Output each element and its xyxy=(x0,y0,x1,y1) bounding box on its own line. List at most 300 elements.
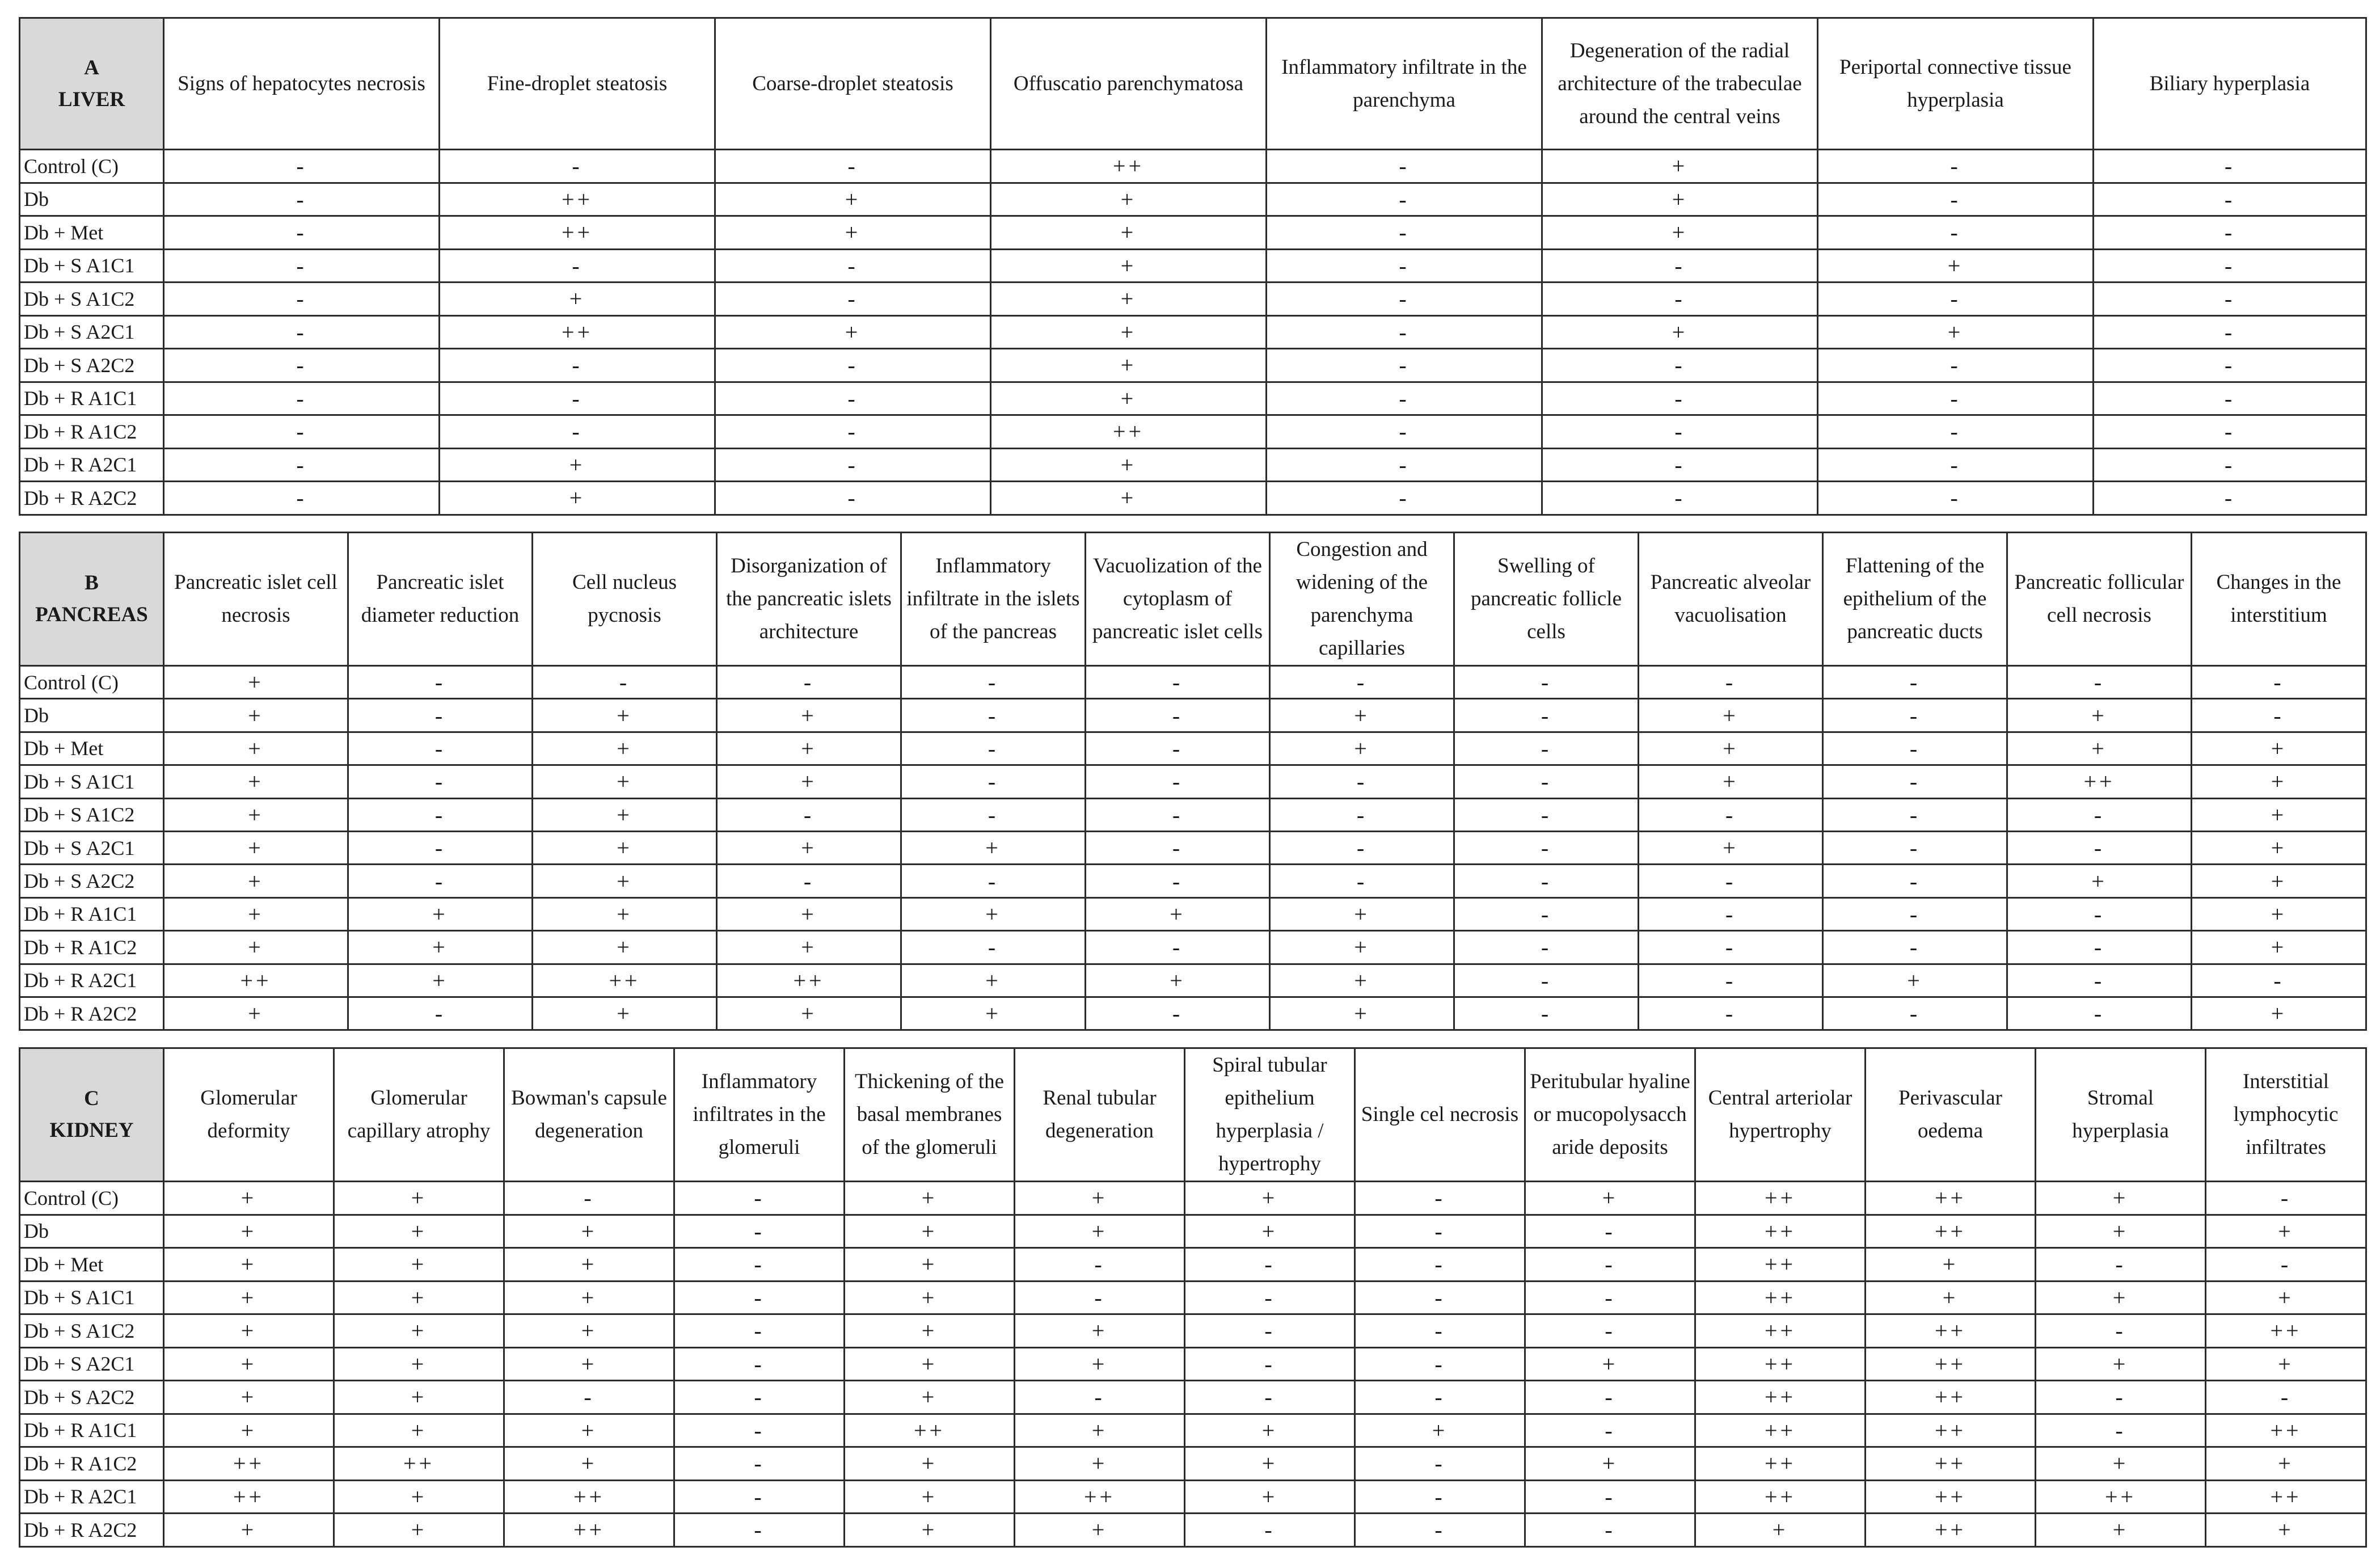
row-label: Db + S A1C1 xyxy=(20,249,164,283)
score-cell: - xyxy=(1270,765,1454,798)
score-cell: - xyxy=(901,798,1086,831)
score-cell: ++ xyxy=(1866,1514,2036,1547)
score-cell: - xyxy=(1086,765,1270,798)
score-cell: + xyxy=(1818,249,2094,283)
column-header: Changes in the interstitium xyxy=(2192,533,2366,666)
score-cell: - xyxy=(1454,732,1639,765)
score-cell: - xyxy=(2094,183,2366,216)
score-cell: ++ xyxy=(1695,1215,1866,1248)
score-cell: + xyxy=(334,1182,504,1215)
score-cell: + xyxy=(845,1447,1015,1481)
score-cell: - xyxy=(2094,382,2366,415)
score-cell: + xyxy=(164,1514,334,1547)
score-cell: + xyxy=(1695,1514,1866,1547)
score-cell: + xyxy=(991,183,1267,216)
score-cell: + xyxy=(440,283,715,316)
score-cell: + xyxy=(1525,1347,1695,1381)
score-cell: - xyxy=(1818,150,2094,183)
score-cell: - xyxy=(1639,865,1823,897)
score-cell: + xyxy=(845,1182,1015,1215)
score-cell: - xyxy=(1525,1480,1695,1514)
score-cell: - xyxy=(1818,415,2094,449)
column-header: Coarse-droplet steatosis xyxy=(715,18,991,150)
column-header: Cell nucleus pycnosis xyxy=(533,533,717,666)
score-cell: + xyxy=(1639,765,1823,798)
score-cell: ++ xyxy=(164,964,348,997)
score-cell: + xyxy=(715,216,991,250)
score-cell: - xyxy=(715,249,991,283)
score-cell: - xyxy=(440,415,715,449)
score-cell: ++ xyxy=(1866,1480,2036,1514)
score-cell: + xyxy=(533,931,717,964)
score-cell: - xyxy=(2206,1248,2366,1282)
table-row xyxy=(20,931,2366,964)
score-cell: + xyxy=(334,1215,504,1248)
row-label: Db + S A2C1 xyxy=(20,831,164,864)
score-cell: + xyxy=(1542,216,1818,250)
score-cell: + xyxy=(348,897,533,930)
score-cell: - xyxy=(2094,249,2366,283)
score-cell: + xyxy=(440,448,715,482)
score-cell: - xyxy=(2007,798,2192,831)
table-row xyxy=(20,964,2366,997)
score-cell: ++ xyxy=(1695,1281,1866,1314)
row-label: Db + S A2C1 xyxy=(20,1347,164,1381)
score-cell: + xyxy=(164,897,348,930)
table-row xyxy=(20,1414,2366,1447)
score-cell: - xyxy=(2094,415,2366,449)
table-row xyxy=(20,865,2366,897)
score-cell: + xyxy=(717,897,901,930)
score-cell: + xyxy=(845,1480,1015,1514)
score-cell: - xyxy=(1267,349,1542,382)
kidney-table xyxy=(19,1047,2367,1548)
row-label: Db + R A2C2 xyxy=(20,997,164,1030)
score-cell: - xyxy=(164,183,440,216)
column-header: Inflammatory infiltrate in the parenchyma xyxy=(1267,18,1542,150)
score-cell: + xyxy=(1823,964,2007,997)
score-cell: - xyxy=(1639,997,1823,1030)
score-cell: - xyxy=(674,1281,845,1314)
score-cell: - xyxy=(2036,1314,2206,1348)
score-cell: + xyxy=(1542,183,1818,216)
column-header: Biliary hyperplasia xyxy=(2094,18,2366,150)
table-row xyxy=(20,732,2366,765)
score-cell: - xyxy=(1267,249,1542,283)
table-row xyxy=(20,1480,2366,1514)
score-cell: - xyxy=(1355,1281,1525,1314)
score-cell: - xyxy=(1355,1314,1525,1348)
row-label: Db + S A1C2 xyxy=(20,1314,164,1348)
score-cell: - xyxy=(674,1381,845,1414)
score-cell: + xyxy=(2206,1514,2366,1547)
score-cell: - xyxy=(1525,1314,1695,1348)
score-cell: + xyxy=(504,1248,674,1282)
score-cell: - xyxy=(164,382,440,415)
score-cell: + xyxy=(2036,1215,2206,1248)
score-cell: ++ xyxy=(1695,1447,1866,1481)
score-cell: + xyxy=(1542,315,1818,349)
row-label: Db + S A1C2 xyxy=(20,798,164,831)
score-cell: - xyxy=(1823,798,2007,831)
score-cell: + xyxy=(504,1215,674,1248)
score-cell: + xyxy=(334,1347,504,1381)
score-cell: + xyxy=(991,349,1267,382)
score-cell: + xyxy=(504,1447,674,1481)
score-cell: + xyxy=(717,831,901,864)
score-cell: - xyxy=(2007,931,2192,964)
column-header: Renal tubular degeneration xyxy=(1015,1048,1185,1182)
column-header: Pancreatic islet diameter reduction xyxy=(348,533,533,666)
score-cell: + xyxy=(164,1182,334,1215)
score-cell: - xyxy=(717,865,901,897)
score-cell: - xyxy=(1639,666,1823,699)
score-cell: + xyxy=(845,1314,1015,1348)
score-cell: + xyxy=(334,1514,504,1547)
score-cell: - xyxy=(717,798,901,831)
score-cell: - xyxy=(1525,1381,1695,1414)
score-cell: + xyxy=(845,1281,1015,1314)
score-cell: - xyxy=(2094,150,2366,183)
score-cell: - xyxy=(2007,831,2192,864)
score-cell: ++ xyxy=(1866,1215,2036,1248)
score-cell: + xyxy=(1818,315,2094,349)
score-cell: - xyxy=(1454,798,1639,831)
section-name: PANCREAS xyxy=(35,603,148,626)
score-cell: + xyxy=(164,798,348,831)
score-cell: + xyxy=(1639,732,1823,765)
score-cell: - xyxy=(1823,732,2007,765)
score-cell: + xyxy=(717,765,901,798)
row-label: Db + Met xyxy=(20,1248,164,1282)
column-header: Offuscatio parenchymatosa xyxy=(991,18,1267,150)
score-cell: - xyxy=(1086,666,1270,699)
score-cell: + xyxy=(533,798,717,831)
score-cell: ++ xyxy=(1695,1414,1866,1447)
score-cell: + xyxy=(2192,732,2366,765)
score-cell: - xyxy=(1355,1514,1525,1547)
score-cell: + xyxy=(164,931,348,964)
score-cell: + xyxy=(1086,964,1270,997)
score-cell: - xyxy=(1639,798,1823,831)
score-cell: ++ xyxy=(1866,1381,2036,1414)
score-cell: - xyxy=(1542,482,1818,515)
score-cell: ++ xyxy=(1866,1182,2036,1215)
score-cell: + xyxy=(1542,150,1818,183)
score-cell: + xyxy=(845,1514,1015,1547)
score-cell: - xyxy=(674,1215,845,1248)
score-cell: + xyxy=(1270,931,1454,964)
score-cell: - xyxy=(1267,150,1542,183)
score-cell: - xyxy=(164,283,440,316)
score-cell: + xyxy=(1015,1215,1185,1248)
column-header: Signs of hepatocytes necrosis xyxy=(164,18,440,150)
section-letter: B xyxy=(85,571,99,595)
table-row xyxy=(20,482,2366,515)
column-header: Glomerular deformity xyxy=(164,1048,334,1182)
score-cell: - xyxy=(1185,1281,1355,1314)
score-cell: ++ xyxy=(1015,1480,1185,1514)
table-row xyxy=(20,150,2366,183)
score-cell: + xyxy=(1015,1314,1185,1348)
score-cell: - xyxy=(674,1447,845,1481)
row-label: Db + R A2C1 xyxy=(20,1480,164,1514)
score-cell: + xyxy=(717,732,901,765)
score-cell: - xyxy=(2206,1381,2366,1414)
score-cell: - xyxy=(1086,831,1270,864)
table-row xyxy=(20,1314,2366,1348)
score-cell: + xyxy=(1086,897,1270,930)
score-cell: + xyxy=(504,1314,674,1348)
score-cell: + xyxy=(991,249,1267,283)
table-row xyxy=(20,1447,2366,1481)
table-row xyxy=(20,765,2366,798)
row-label: Db + R A1C2 xyxy=(20,415,164,449)
score-cell: - xyxy=(440,150,715,183)
score-cell: + xyxy=(164,1414,334,1447)
score-cell: - xyxy=(1267,448,1542,482)
row-label: Db + R A1C2 xyxy=(20,931,164,964)
score-cell: ++ xyxy=(440,216,715,250)
table-row xyxy=(20,1248,2366,1282)
score-cell: - xyxy=(1355,1215,1525,1248)
score-cell: ++ xyxy=(2206,1414,2366,1447)
score-cell: - xyxy=(1015,1381,1185,1414)
score-cell: ++ xyxy=(334,1447,504,1481)
column-header: Periportal connective tissue hyperplasia xyxy=(1818,18,2094,150)
score-cell: - xyxy=(1454,865,1639,897)
table-row xyxy=(20,1182,2366,1215)
score-cell: + xyxy=(334,1414,504,1447)
score-cell: - xyxy=(715,382,991,415)
score-cell: + xyxy=(2007,865,2192,897)
score-cell: - xyxy=(1185,1347,1355,1381)
score-cell: - xyxy=(440,249,715,283)
score-cell: - xyxy=(1267,382,1542,415)
score-cell: - xyxy=(1823,865,2007,897)
score-cell: + xyxy=(2036,1447,2206,1481)
row-label: Db + R A2C1 xyxy=(20,964,164,997)
table-row xyxy=(20,448,2366,482)
score-cell: + xyxy=(164,831,348,864)
column-header: Thickening of the basal membranes of the glomeruli xyxy=(845,1048,1015,1182)
score-cell: + xyxy=(504,1281,674,1314)
score-cell: ++ xyxy=(533,964,717,997)
score-cell: - xyxy=(1823,831,2007,864)
table-row xyxy=(20,699,2366,732)
score-cell: ++ xyxy=(504,1514,674,1547)
score-cell: - xyxy=(1267,283,1542,316)
score-cell: - xyxy=(164,415,440,449)
score-cell: - xyxy=(1454,831,1639,864)
score-cell: + xyxy=(334,1314,504,1348)
score-cell: + xyxy=(901,897,1086,930)
score-cell: - xyxy=(1355,1381,1525,1414)
score-cell: - xyxy=(715,448,991,482)
score-cell: + xyxy=(164,732,348,765)
kidney-section-label xyxy=(20,1048,164,1182)
score-cell: - xyxy=(2007,666,2192,699)
score-cell: ++ xyxy=(2206,1480,2366,1514)
score-cell: + xyxy=(504,1414,674,1447)
score-cell: + xyxy=(164,997,348,1030)
table-row xyxy=(20,831,2366,864)
score-cell: + xyxy=(164,1381,334,1414)
table-row xyxy=(20,1381,2366,1414)
table-row xyxy=(20,216,2366,250)
table-row xyxy=(20,798,2366,831)
score-cell: - xyxy=(348,765,533,798)
score-cell: + xyxy=(901,831,1086,864)
score-cell: - xyxy=(901,865,1086,897)
score-cell: ++ xyxy=(717,964,901,997)
score-cell: - xyxy=(2206,1182,2366,1215)
score-cell: ++ xyxy=(2007,765,2192,798)
score-cell: - xyxy=(1267,415,1542,449)
score-cell: - xyxy=(1267,482,1542,515)
score-cell: - xyxy=(1818,349,2094,382)
table-row xyxy=(20,897,2366,930)
score-cell: - xyxy=(533,666,717,699)
score-cell: - xyxy=(164,349,440,382)
column-header: Swelling of pancreatic follicle cells xyxy=(1454,533,1639,666)
score-cell: + xyxy=(1270,997,1454,1030)
score-cell: + xyxy=(1015,1514,1185,1547)
score-cell: + xyxy=(334,1480,504,1514)
score-cell: - xyxy=(1454,997,1639,1030)
score-cell: - xyxy=(674,1514,845,1547)
table-row xyxy=(20,1347,2366,1381)
table-row xyxy=(20,415,2366,449)
score-cell: + xyxy=(2206,1447,2366,1481)
score-cell: - xyxy=(348,666,533,699)
score-cell: - xyxy=(1525,1248,1695,1282)
score-cell: - xyxy=(1015,1281,1185,1314)
score-cell: + xyxy=(533,765,717,798)
score-cell: - xyxy=(1823,765,2007,798)
column-header: Perivascular oedema xyxy=(1866,1048,2036,1182)
score-cell: ++ xyxy=(440,315,715,349)
score-cell: - xyxy=(440,382,715,415)
score-cell: - xyxy=(1267,183,1542,216)
score-cell: + xyxy=(334,1381,504,1414)
score-cell: + xyxy=(901,964,1086,997)
score-cell: + xyxy=(845,1347,1015,1381)
score-cell: - xyxy=(1185,1314,1355,1348)
row-label: Control (C) xyxy=(20,666,164,699)
table-row xyxy=(20,997,2366,1030)
score-cell: - xyxy=(348,831,533,864)
score-cell: + xyxy=(2206,1215,2366,1248)
score-cell: - xyxy=(674,1182,845,1215)
score-cell: + xyxy=(1015,1447,1185,1481)
score-cell: - xyxy=(2007,897,2192,930)
score-cell: + xyxy=(164,1215,334,1248)
score-cell: - xyxy=(2192,666,2366,699)
score-cell: + xyxy=(2192,931,2366,964)
score-cell: - xyxy=(164,315,440,349)
score-cell: - xyxy=(2007,997,2192,1030)
score-cell: ++ xyxy=(1866,1447,2036,1481)
row-label: Control (C) xyxy=(20,1182,164,1215)
score-cell: - xyxy=(674,1347,845,1381)
score-cell: + xyxy=(334,1248,504,1282)
score-cell: + xyxy=(717,931,901,964)
score-cell: - xyxy=(504,1381,674,1414)
row-label: Db + R A1C2 xyxy=(20,1447,164,1481)
score-cell: + xyxy=(845,1381,1015,1414)
pancreas-header-row xyxy=(20,533,2366,666)
score-cell: + xyxy=(1015,1414,1185,1447)
score-cell: - xyxy=(1267,216,1542,250)
score-cell: + xyxy=(348,964,533,997)
score-cell: - xyxy=(2192,964,2366,997)
score-cell: + xyxy=(164,1248,334,1282)
score-cell: - xyxy=(164,482,440,515)
score-cell: + xyxy=(348,931,533,964)
score-cell: + xyxy=(533,997,717,1030)
score-cell: - xyxy=(715,482,991,515)
score-cell: + xyxy=(717,699,901,732)
score-cell: + xyxy=(504,1347,674,1381)
score-cell: - xyxy=(1454,765,1639,798)
score-cell: ++ xyxy=(1695,1248,1866,1282)
score-cell: - xyxy=(1355,1182,1525,1215)
score-cell: - xyxy=(1267,315,1542,349)
column-header: Congestion and widening of the parenchyma capillaries xyxy=(1270,533,1454,666)
score-cell: + xyxy=(715,315,991,349)
score-cell: + xyxy=(1270,699,1454,732)
table-row xyxy=(20,349,2366,382)
score-cell: + xyxy=(164,1347,334,1381)
score-cell: - xyxy=(901,732,1086,765)
row-label: Db + R A2C1 xyxy=(20,448,164,482)
score-cell: - xyxy=(1639,964,1823,997)
score-cell: + xyxy=(164,865,348,897)
score-cell: - xyxy=(1542,448,1818,482)
score-cell: - xyxy=(1525,1514,1695,1547)
score-cell: + xyxy=(2192,765,2366,798)
score-cell: - xyxy=(1823,699,2007,732)
row-label: Db + Met xyxy=(20,732,164,765)
score-cell: + xyxy=(164,1281,334,1314)
score-cell: + xyxy=(2036,1182,2206,1215)
score-cell: - xyxy=(2094,349,2366,382)
score-cell: + xyxy=(991,482,1267,515)
score-cell: - xyxy=(1355,1447,1525,1481)
row-label: Db xyxy=(20,1215,164,1248)
score-cell: - xyxy=(2036,1381,2206,1414)
score-cell: + xyxy=(901,997,1086,1030)
score-cell: + xyxy=(2206,1281,2366,1314)
score-cell: - xyxy=(1355,1347,1525,1381)
score-cell: + xyxy=(1185,1447,1355,1481)
column-header: Pancreatic alveolar vacuolisation xyxy=(1639,533,1823,666)
score-cell: + xyxy=(1185,1414,1355,1447)
score-cell: - xyxy=(1270,798,1454,831)
score-cell: + xyxy=(533,732,717,765)
row-label: Db xyxy=(20,183,164,216)
score-cell: - xyxy=(1525,1215,1695,1248)
column-header: Glomerular capillary atrophy xyxy=(334,1048,504,1182)
score-cell: + xyxy=(2192,865,2366,897)
table-row xyxy=(20,183,2366,216)
row-label: Db + S A2C1 xyxy=(20,315,164,349)
row-label: Db + S A1C2 xyxy=(20,283,164,316)
score-cell: ++ xyxy=(1866,1347,2036,1381)
score-cell: - xyxy=(1818,448,2094,482)
score-cell: + xyxy=(1015,1182,1185,1215)
